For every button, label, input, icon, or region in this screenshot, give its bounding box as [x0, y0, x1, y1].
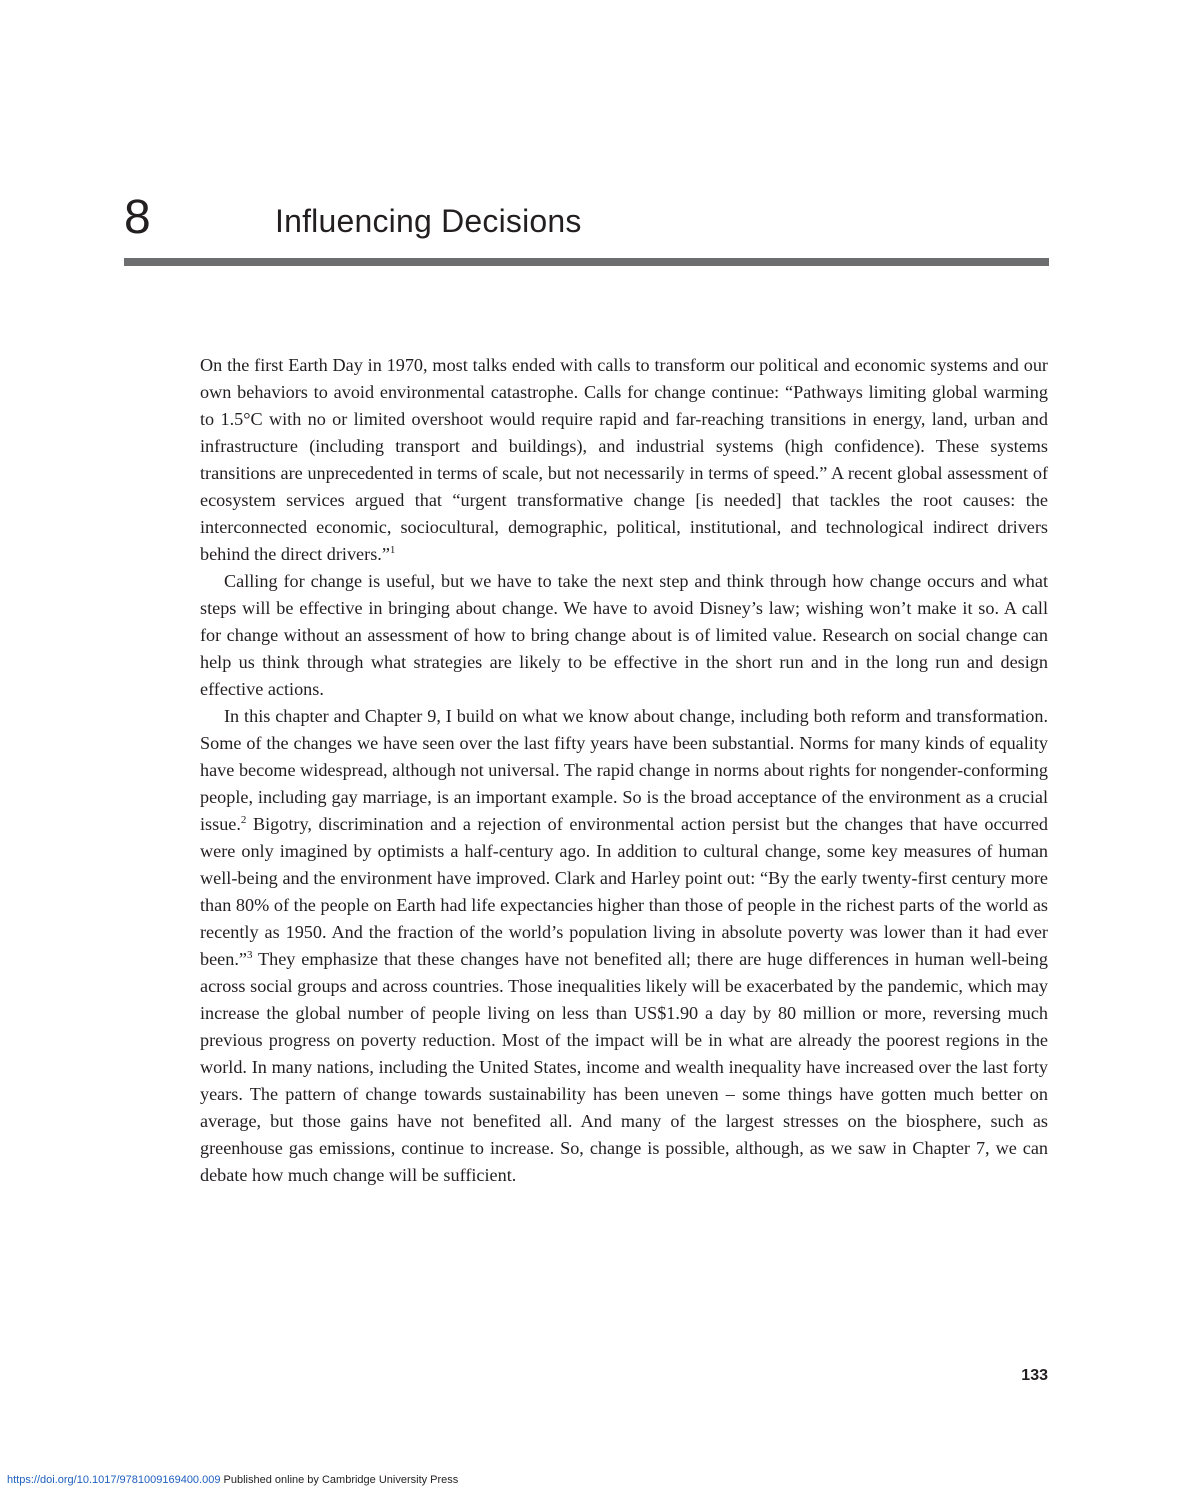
- paragraph-text: Calling for change is useful, but we have to take the next step and think through how change occurs and what steps will be effective in bringing about change. We have to avoid Disney’s law; wishing won’t make it so. A call for change without an assessment of how to bring change about is of limited value. Research on social change can help us think through what strategies are likely to be effective in the short run and in the long run and design effective actions.: [200, 571, 1048, 699]
- paragraph-3: [200, 703, 1048, 1189]
- chapter-number: 8: [124, 191, 151, 244]
- footnote-marker[interactable]: 3: [246, 949, 253, 961]
- title-rule: [124, 258, 1049, 266]
- paragraph-1: [200, 352, 1048, 568]
- paragraph-text: On the first Earth Day in 1970, most talks ended with calls to transform our political and economic systems and our own behaviors to avoid environmental catastrophe. Calls for change continue: “Pathways limiting global warming to 1.5°C with no or limited overshoot would require rapid and far-reaching transitions in energy, land, urban and infrastructure (including transport and buildings), and industrial systems (high confidence). These systems transitions are unprecedented in terms of scale, but not necessarily in terms of speed.” A recent global assessment of ecosystem services argued that “urgent transformative change [is needed] that tackles the root causes: the interconnected economic, sociocultural, demographic, political, institutional, and technological indirect drivers behind the direct drivers.”: [200, 355, 1048, 564]
- doi-link[interactable]: https://doi.org/10.1017/9781009169400.009: [7, 1474, 221, 1486]
- paragraph-text: Bigotry, discrimination and a rejection of environmental action persist but the changes that have occurred were only imagined by optimists a half-century ago. In addition to cultural change, some key measures of human well-being and the environment have improved. Clark and Harley point out: “By the early twenty-first century more than 80% of the people on Earth had life expectancies higher than those of people in the richest parts of the world as recently as 1950. And the fraction of the world’s population living in absolute poverty was lower than it had ever been.”: [200, 814, 1048, 969]
- footnote-marker[interactable]: 1: [389, 544, 396, 556]
- page-number: 133: [1021, 1367, 1048, 1384]
- paragraph-text: In this chapter and Chapter 9, I build on what we know about change, including both reform and transformation. Some of the changes we have seen over the last fifty years have been substantial. Norms for many kinds of equality have become widespread, although not universal. The rapid change in norms about rights for nongender-conforming people, including gay marriage, is an important example. So is the broad acceptance of the environment as a crucial issue.: [200, 706, 1048, 834]
- footer: [7, 1473, 458, 1487]
- paragraph-2: [200, 568, 1048, 703]
- footnote-marker[interactable]: 2: [240, 814, 247, 826]
- paragraph-text: They emphasize that these changes have not benefited all; there are huge differences in human well-being across social groups and across countries. Those inequalities likely will be exacerbated by the pandemic, which may increase the global number of people living on less than US$1.90 a day by 80 million or more, reversing much previous progress on poverty reduction. Most of the impact will be in what are already the poorest regions in the world. In many nations, including the United States, income and wealth inequality have increased over the last forty years. The pattern of change towards sustainability has been uneven – some things have gotten much better on average, but those gains have not benefited all. And many of the largest stresses on the biosphere, such as greenhouse gas emissions, continue to increase. So, change is possible, although, as we saw in Chapter 7, we can debate how much change will be sufficient.: [200, 949, 1048, 1185]
- publisher-text: Published online by Cambridge University Press: [220, 1474, 459, 1486]
- chapter-title: Influencing Decisions: [275, 203, 582, 239]
- body-text: [200, 352, 1048, 1189]
